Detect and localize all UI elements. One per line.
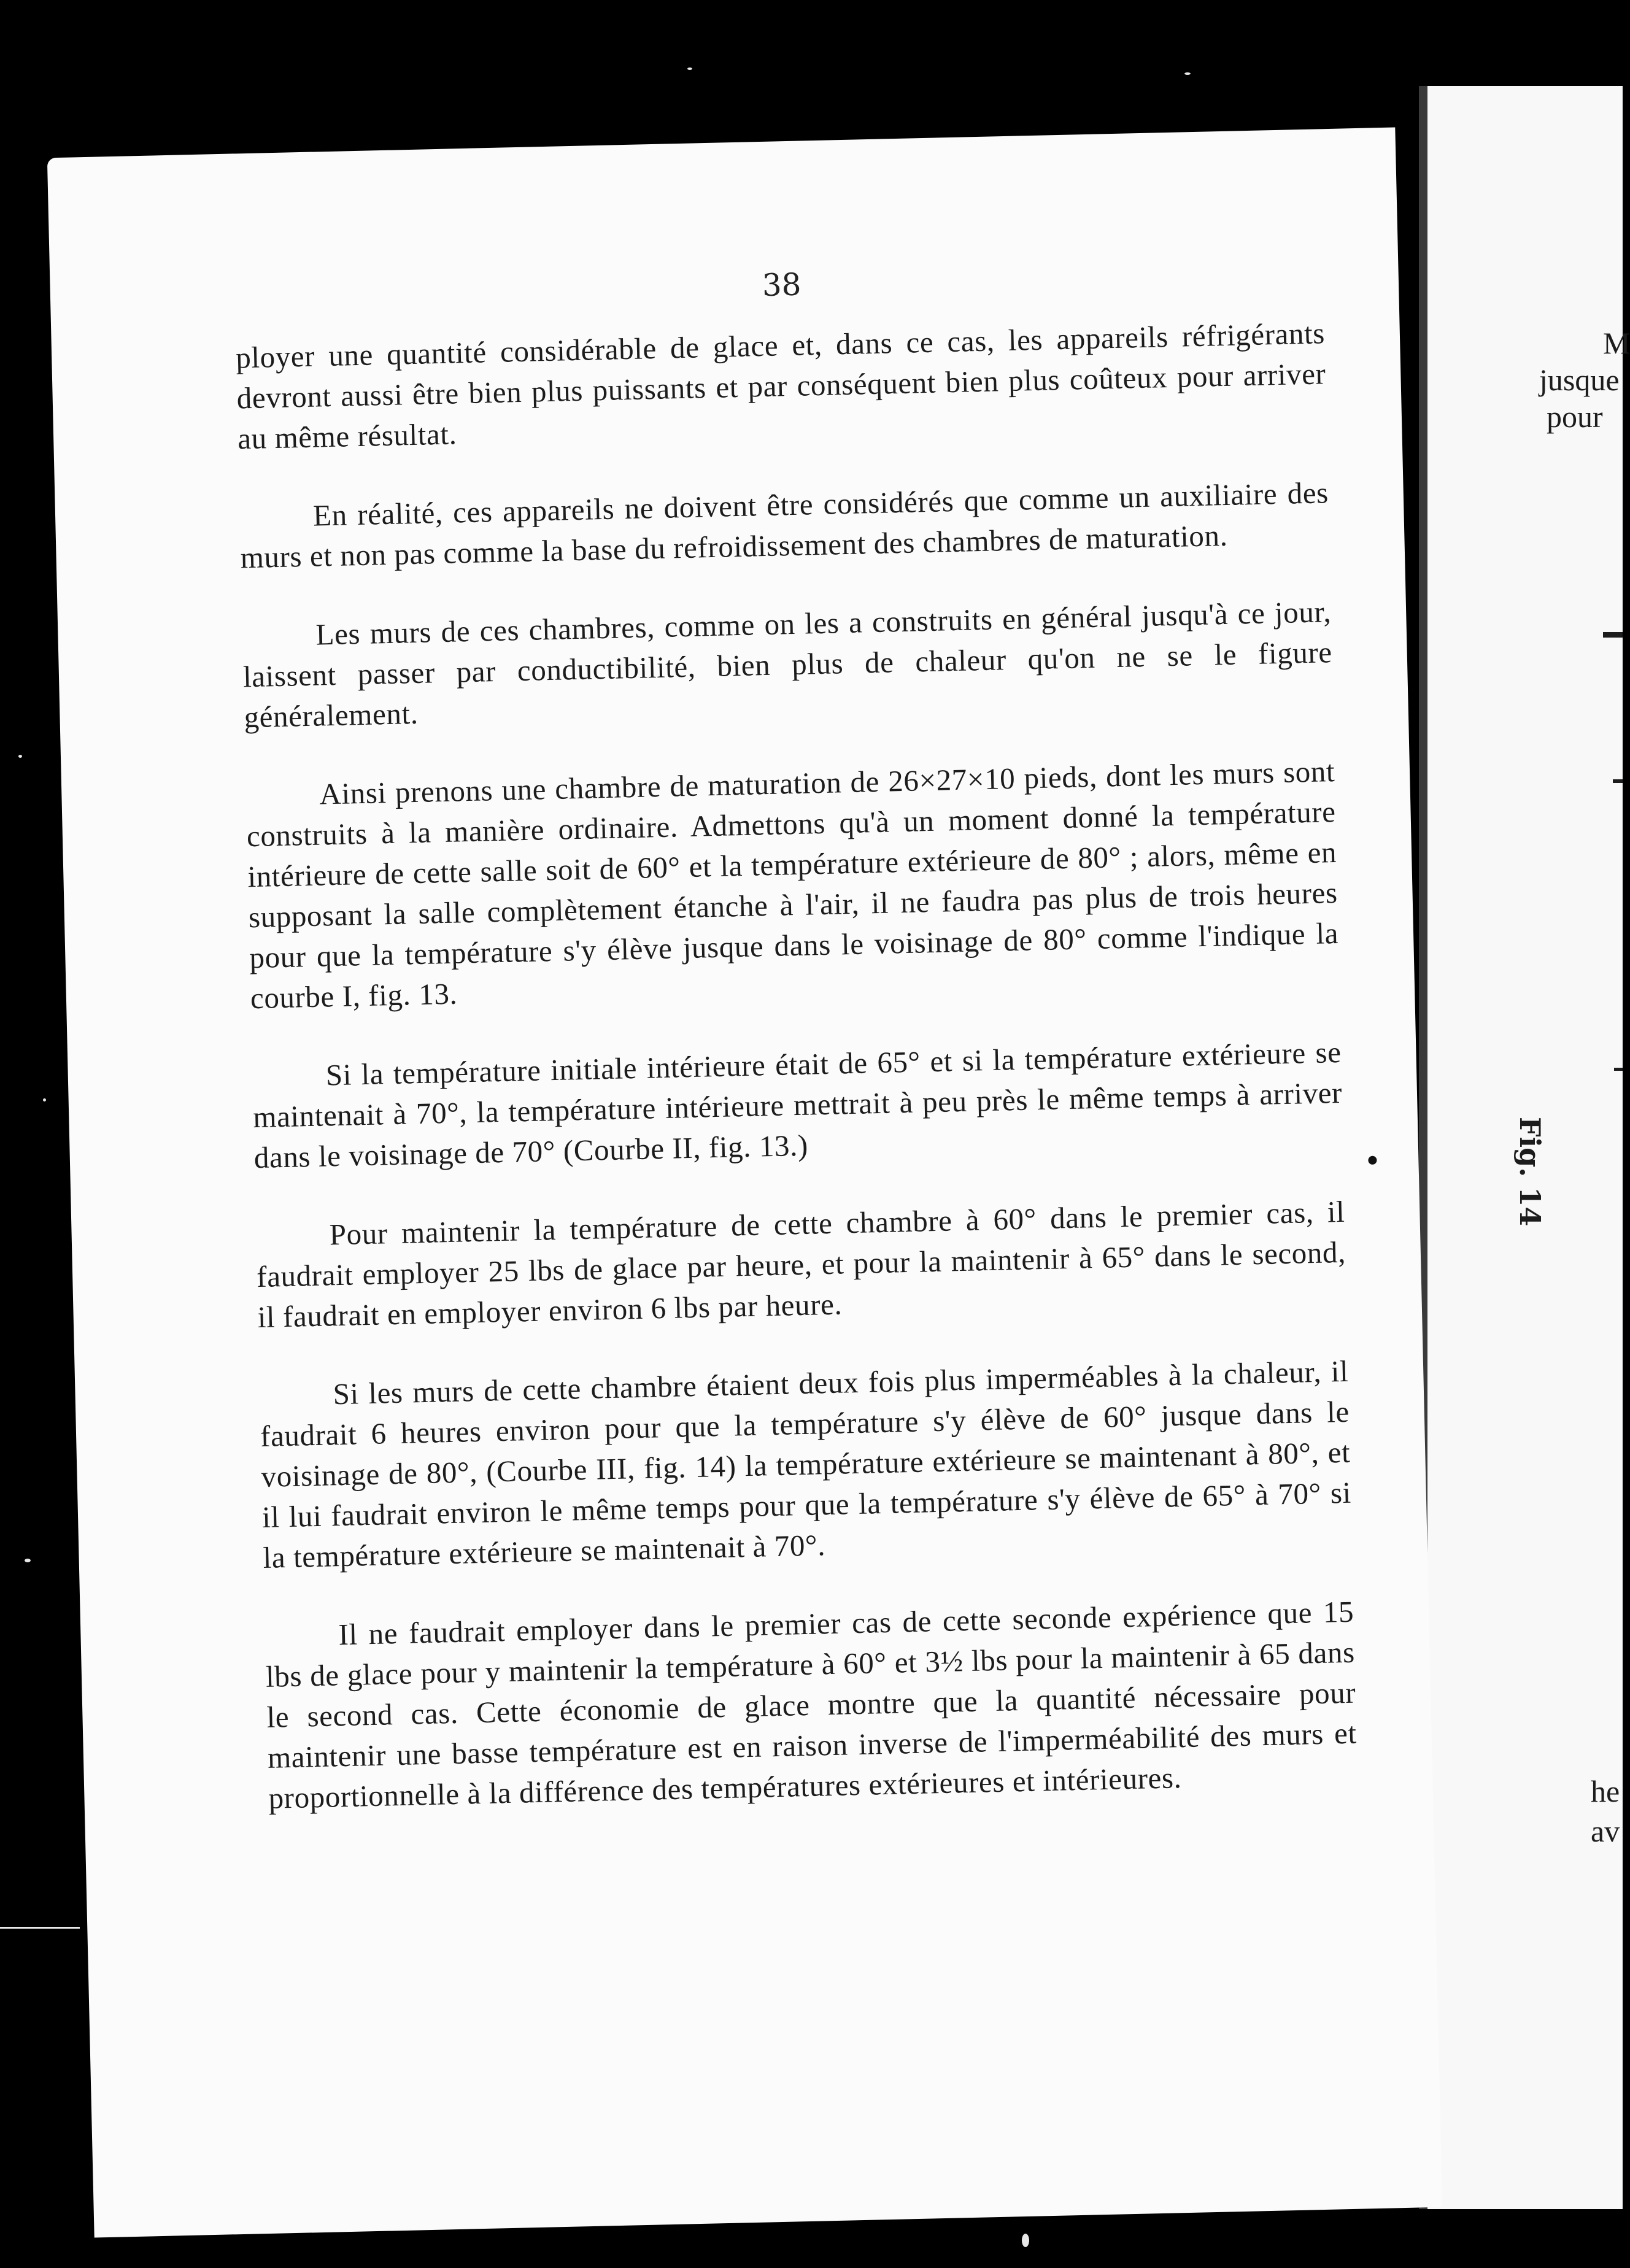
paragraph: Les murs de ces chambres, comme on les a construits en général jusqu'à ce jour, laissent passer par conductibilité, bien plus de chaleur qu'on ne se le figure généralement. bbox=[242, 595, 1333, 735]
scan-speck bbox=[1022, 2234, 1029, 2247]
adjacent-page-line: pour bbox=[1547, 399, 1603, 434]
scan-speck bbox=[0, 1927, 80, 1929]
adjacent-page-line: av bbox=[1591, 1814, 1620, 1848]
ink-dot bbox=[1368, 1156, 1377, 1165]
paragraph: Pour maintenir la température de cette chambre à 60° dans le premier cas, il faudrait employer 25 lbs de glace par heure, et pour la maintenir à 65° dans le second, il faudrait en employer environ 6 lbs par heure. bbox=[256, 1194, 1346, 1335]
adjacent-page-line: M bbox=[1603, 326, 1630, 360]
scanned-page bbox=[47, 128, 1442, 2238]
figure-label: Fig. 14 bbox=[1513, 1117, 1547, 1227]
scan-speck bbox=[687, 68, 692, 70]
adjacent-page-line: he bbox=[1591, 1774, 1620, 1808]
adjacent-page-mark bbox=[1614, 1068, 1623, 1071]
scan-speck bbox=[18, 755, 22, 758]
paragraph: ployer une quantité considérable de glace et, dans ce cas, les appareils réfrigérants devront aussi être bien plus puissants et par conséquent bien plus coûteux pour arriver au même résultat. bbox=[235, 316, 1326, 456]
paragraph: Si la température initiale intérieure était de 65° et si la température extérieure se maintenait à 70°, la température intérieure mettrait à peu près le même temps à arriver dans le voisinage de 70° (Courbe II, fig. 13.) bbox=[252, 1035, 1343, 1175]
body-text bbox=[236, 313, 1359, 1857]
paragraph: Il ne faudrait employer dans le premier cas de cette seconde expérience que 15 lbs de glace pour y maintenir la température à 60° et 3½ lbs pour la maintenir à 65 dans le second cas. Cette économie de glace montre que la quantité nécessaire pour maintenir une basse température est en raison inverse de l'imperméabilité des murs et proportionnelle à la différence des températures extérieures et intérieures. bbox=[265, 1594, 1358, 1815]
adjacent-page-line: jusque bbox=[1539, 363, 1620, 397]
adjacent-page-mark bbox=[1613, 779, 1623, 783]
paragraph: Ainsi prenons une chambre de maturation de 26×27×10 pieds, dont les murs sont construits à la manière ordinaire. Admettons qu'à un moment donné la température intérieure de cette salle soit de 60° et la température extérieure de 80° ; alors, même en supposant la salle complètement étanche à l'air, il ne faudra pas plus de trois heures pour que la température s'y élève jusque dans le voisinage de 80° comme l'indique la courbe I, fig. 13. bbox=[246, 754, 1339, 1016]
scan-speck bbox=[1184, 72, 1191, 75]
paragraph: En réalité, ces appareils ne doivent être considérés que comme un auxiliaire des murs et non pas comme la base du refroidissement des chambres de maturation. bbox=[240, 476, 1329, 575]
scan-speck bbox=[43, 1098, 46, 1101]
scan-speck bbox=[25, 1559, 31, 1562]
adjacent-page-mark bbox=[1603, 632, 1623, 638]
page-number: 38 bbox=[762, 266, 802, 303]
paragraph: Si les murs de cette chambre étaient deux fois plus imperméables à la chaleur, il faudrait 6 heures environ pour que la température s'y élève de 60° jusque dans le voisinage de 80°, (Courbe III, fig. 14) la température extérieure se maintenant à 80°, et il lui faudrait environ le même temps pour que la température s'y élève de 65° à 70° si la température extérieure se maintenait à 70°. bbox=[260, 1354, 1352, 1575]
